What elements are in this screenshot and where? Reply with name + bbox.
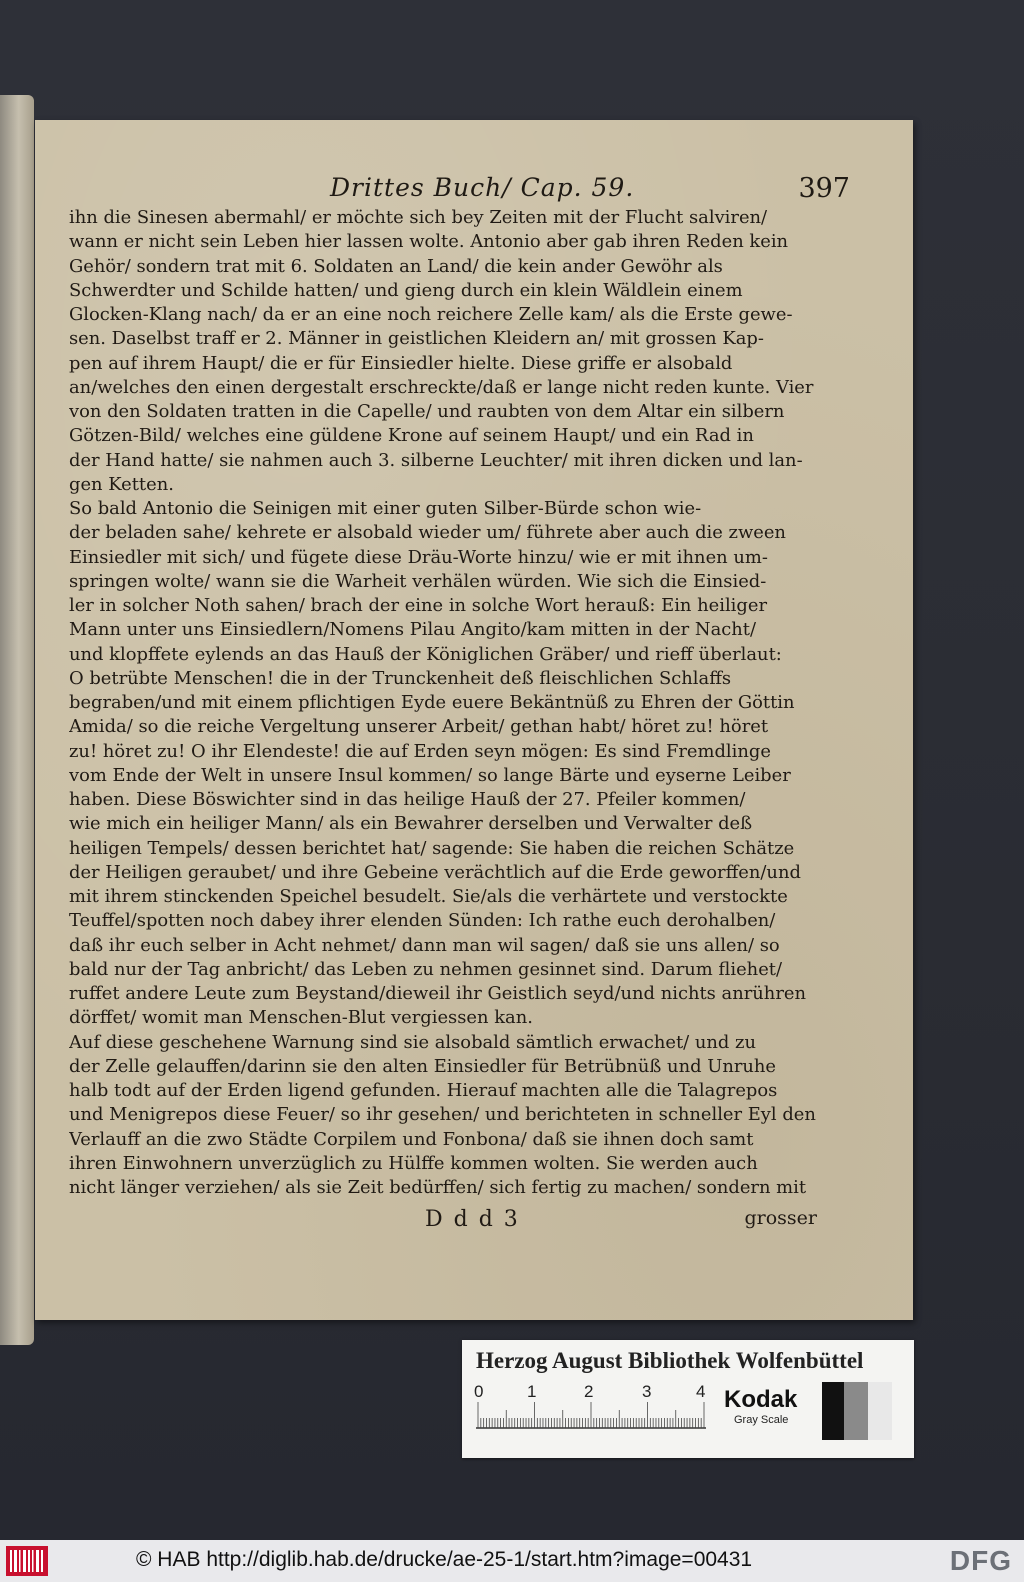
colour-calibration-card: [462, 1340, 914, 1458]
text-line: Mann unter uns Einsiedlern/Nomens Pilau Angito/kam mitten in der Nacht/: [69, 619, 756, 641]
kodak-logo: Kodak: [724, 1386, 798, 1413]
text-line: und Menigrepos diese Feuer/ so ihr gesehen/ und berichteten in schneller Eyl den: [69, 1104, 816, 1126]
text-line: zu! höret zu! O ihr Elendeste! die auf Erden seyn mögen: Es sind Fremdlinge: [69, 740, 771, 762]
text-line: halb todt auf der Erden ligend gefunden. Hierauf machten alle die Talagrepos: [69, 1080, 778, 1101]
scale-label: 0: [474, 1382, 484, 1401]
dfg-logo: DFG: [949, 1545, 1012, 1576]
previous-page-edge: [0, 95, 34, 1345]
page-number: 397: [798, 173, 850, 204]
text-line: pen auf ihrem Haupt/ die er für Einsiedler hielte. Diese griffe er alsobald: [69, 352, 733, 374]
text-line: mit ihrem stinckenden Speichel besudelt. Sie/als die verhärtete und verstockte: [69, 886, 788, 907]
text-line: Verlauff an die zwo Städte Corpilem und Fonbona/ daß sie ihnen doch samt: [69, 1128, 754, 1150]
gray-scale-label: Gray Scale: [734, 1414, 789, 1426]
book-page: [35, 120, 913, 1320]
scale-label: 2: [584, 1382, 594, 1401]
text-line: O betrübte Menschen! die in der Trunckenheit deß fleischlichen Schlaffs: [69, 667, 732, 689]
text-line: ihren Einwohnern unverzüglich zu Hülffe kommen wolten. Sie werden auch: [69, 1152, 758, 1174]
text-line: So bald Antonio die Seinigen mit einer guten Silber-Bürde schon wie-: [69, 498, 702, 519]
footer-bar: [0, 1540, 1024, 1582]
text-line: wann er nicht sein Leben hier lassen wolte. Antonio aber gab ihren Reden kein: [69, 231, 789, 253]
text-line: bald nur der Tag anbricht/ das Leben zu nehmen gesinnet sind. Darum fliehet/: [69, 958, 782, 980]
text-line: Schwerdter und Schilde hatten/ und gieng durch ein klein Wäldlein einem: [69, 279, 743, 301]
text-line: ruffet andere Leute zum Beystand/dieweil ihr Geistlich seyd/und nichts anrühren: [69, 983, 806, 1004]
card-title: Herzog August Bibliothek Wolfenbüttel: [476, 1348, 864, 1373]
footer-url-link[interactable]: © HAB http://diglib.hab.de/drucke/ae-25-1/start.htm?image=00431: [136, 1548, 753, 1571]
text-line: der Zelle gelauffen/darinn sie den alten Einsiedler für Betrübnüß und Unruhe: [69, 1055, 777, 1077]
text-line: der Heiligen geraubet/ und ihre Gebeine verächtlich auf die Erde geworffen/und: [69, 861, 801, 883]
text-line: Auf diese geschehene Warnung sind sie alsobald sämtlich erwachet/ und zu: [69, 1031, 757, 1053]
catchword: grosser: [744, 1207, 817, 1229]
signature-mark: D d d 3: [425, 1207, 520, 1232]
text-line: Götzen-Bild/ welches eine güldene Krone auf seinem Haupt/ und ein Rad in: [69, 425, 754, 447]
scale-label: 4: [696, 1382, 706, 1401]
text-line: Einsiedler mit sich/ und fügete diese Dräu-Worte hinzu/ wie er mit ihnen um-: [69, 546, 768, 568]
text-line: Amida/ so die reiche Vergeltung unserer Arbeit/ gethan habt/ höret zu! höret: [69, 716, 769, 738]
page-header: [290, 173, 850, 209]
text-line: daß ihr euch selber in Acht nehmet/ dann man wil sagen/ daß sie uns allen/ so: [69, 934, 780, 956]
running-title: Drittes Buch/ Cap. 59.: [330, 173, 635, 202]
text-line: begraben/und mit einem pflichtigen Eyde euere Bekäntnüß zu Ehren der Göttin: [69, 692, 795, 713]
text-line: Teuffel/spotten noch dabey ihrer elenden Sünden: Ich rathe euch derohalben/: [69, 910, 776, 932]
text-line: gen Ketten.: [69, 473, 174, 495]
text-line: heiligen Tempels/ dessen berichtet hat/ sagende: Sie haben die reichen Schätze: [69, 837, 795, 859]
text-line: von den Soldaten tratten in die Capelle/ und raubten von dem Altar ein silbern: [69, 401, 785, 422]
text-line: wie mich ein heiliger Mann/ als ein Bewahrer derselben und Verwalter deß: [69, 813, 753, 835]
text-line: sen. Daselbst traff er 2. Männer in geistlichen Kleidern an/ mit grossen Kap-: [69, 328, 764, 350]
text-line: der beladen sahe/ kehrete er alsobald wieder um/ führete aber auch die zween: [69, 522, 786, 544]
gray-patches: [822, 1382, 892, 1440]
text-line: und klopffete eylends an das Hauß der Königlichen Gräber/ und rieff überlaut:: [69, 643, 782, 665]
scale-label: 3: [642, 1382, 652, 1401]
text-line: nicht länger verziehen/ als sie Zeit bedürffen/ sich fertig zu machen/ sondern mit: [69, 1177, 807, 1198]
text-line: vom Ende der Welt in unsere Insul kommen/ so lange Bärte und eyserne Leiber: [69, 764, 791, 786]
text-line: ler in solcher Noth sahen/ brach der eine in solche Wort herauß: Ein heiliger: [69, 595, 767, 616]
text-line: ihn die Sinesen abermahl/ er möchte sich bey Zeiten mit der Flucht salviren/: [69, 207, 768, 228]
scale-label: 1: [527, 1382, 537, 1401]
text-line: Glocken-Klang nach/ da er an eine noch reichere Zelle kam/ als die Erste gewe-: [69, 304, 793, 325]
body-text: [69, 206, 851, 1200]
text-line: haben. Diese Böswichter sind in das heilige Hauß der 27. Pfeiler kommen/: [69, 789, 746, 810]
text-line: an/welches den einen dergestalt erschreckte/daß er lange nicht reden kunte. Vier: [69, 376, 814, 398]
text-line: springen wolte/ wann sie die Warheit verhälen würden. Wie sich die Einsied-: [69, 570, 767, 592]
barcode-icon: [6, 1546, 48, 1576]
text-line: dörffet/ womit man Menschen-Blut vergiessen kan.: [69, 1007, 533, 1029]
text-line: Gehör/ sondern trat mit 6. Soldaten an Land/ die kein ander Gewöhr als: [69, 255, 723, 277]
text-line: der Hand hatte/ sie nahmen auch 3. silberne Leuchter/ mit ihren dicken und lan-: [69, 449, 803, 471]
